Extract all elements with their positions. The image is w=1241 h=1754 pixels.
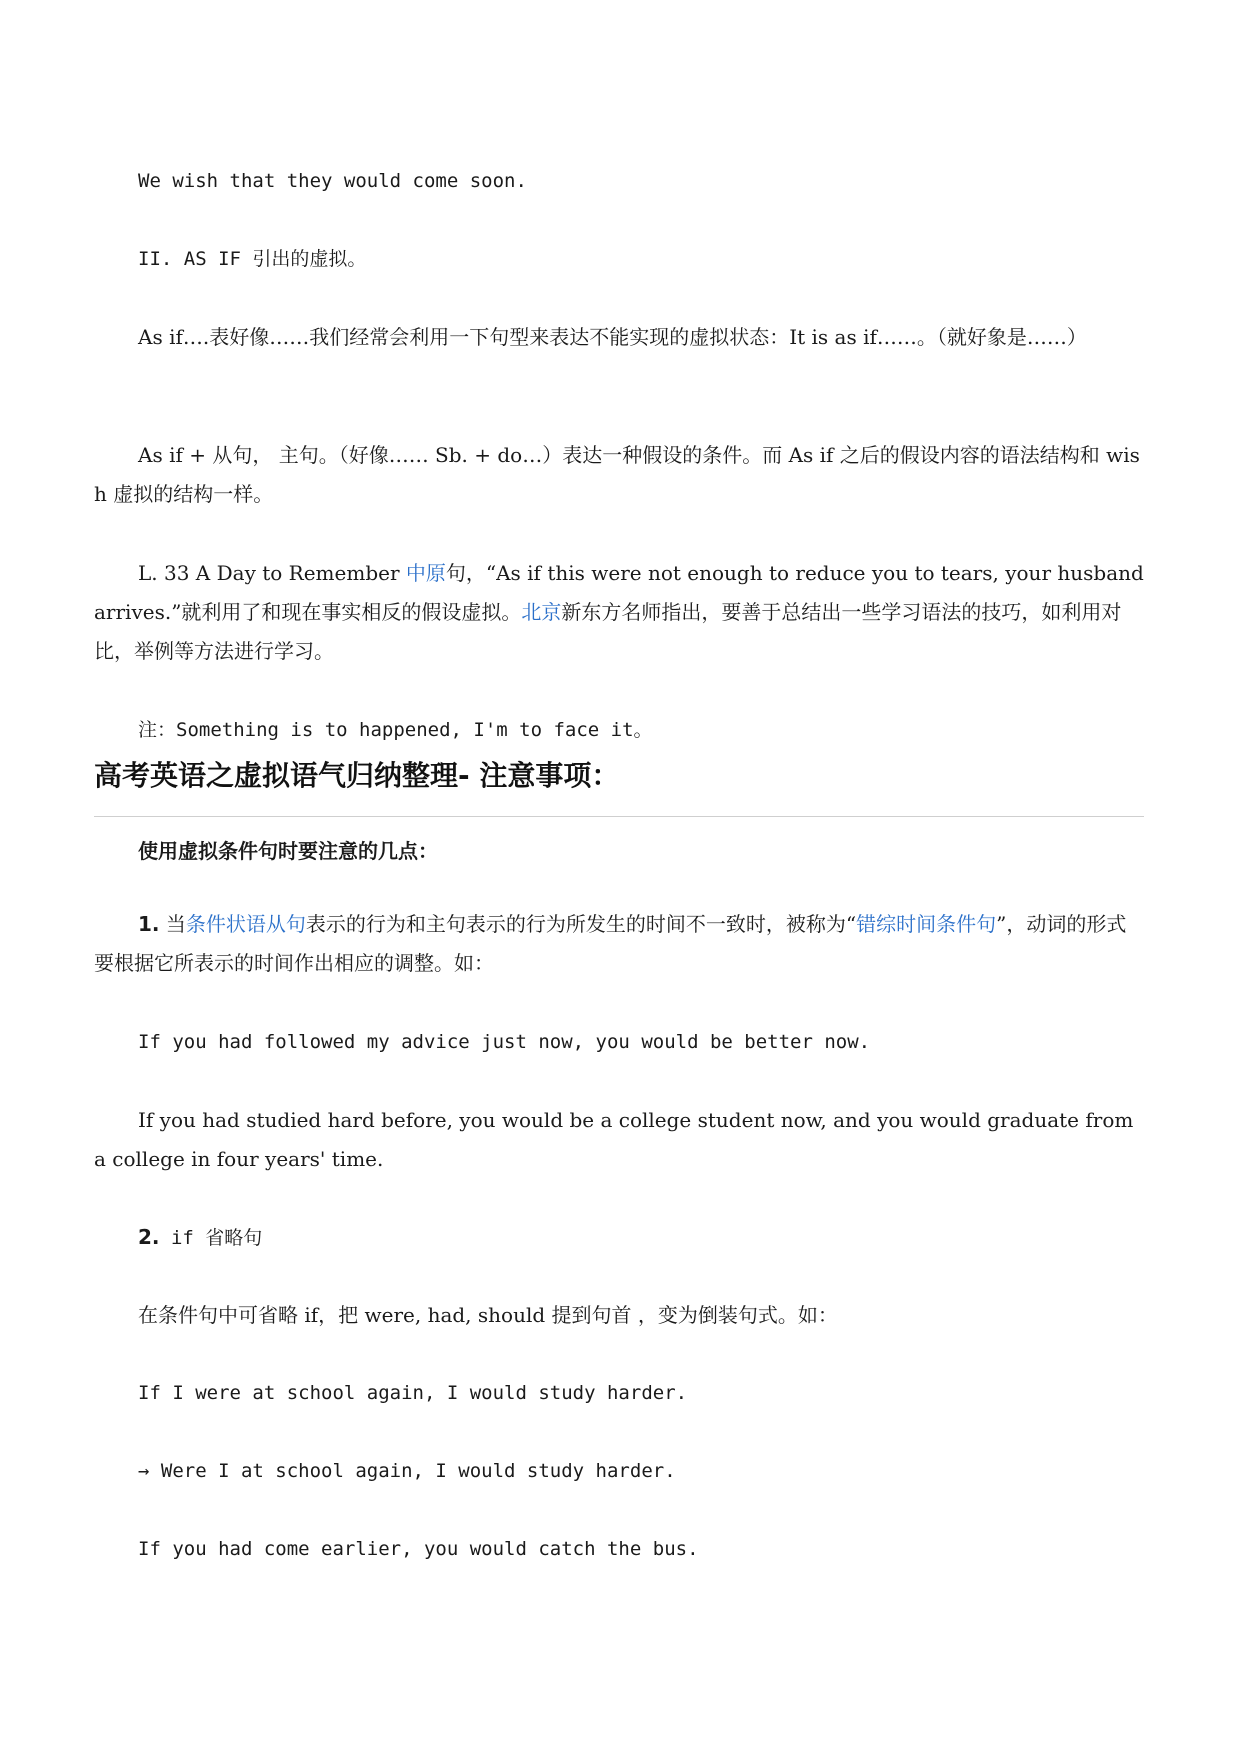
point-number-1: 1. <box>138 912 160 936</box>
link-zhongyuan[interactable]: 中原 <box>405 561 446 585</box>
paragraph-as-if-meaning: As if….表好像……我们经常会利用一下句型来表达不能实现的虚拟状态：It is as if……。（就好象是……） <box>138 325 1087 349</box>
point1-text-b: 表示的行为和主句表示的行为所发生的时间不一致时，被称为“ <box>305 912 857 936</box>
lesson-text-c: 新东方名师指出，要善于总结出一些学习语法的技巧，如利用对比，举例等方法进行学习。 <box>94 600 1122 663</box>
point2-text: if 省略句 <box>159 1227 263 1249</box>
paragraph-lesson-33 <box>94 554 1144 671</box>
subheading-notes: 使用虚拟条件句时要注意的几点： <box>138 839 438 863</box>
lesson-text-a: L. 33 A Day to Remember <box>138 561 406 585</box>
link-beijing[interactable]: 北京 <box>521 600 562 624</box>
example-were-at-school: If I were at school again, I would study harder. <box>138 1382 688 1404</box>
paragraph-omit-if: 在条件句中可省略 if，把 were, had, should 提到句首 ，变为倒装句式。如： <box>138 1303 838 1327</box>
section-heading-as-if: II. AS IF 引出的虚拟。 <box>138 248 367 270</box>
section-divider <box>94 816 1144 817</box>
point-number-2: 2. <box>138 1225 160 1249</box>
paragraph-wish-example: We wish that they would come soon. <box>138 170 527 192</box>
paragraph-point-2 <box>94 1218 1144 1258</box>
example-come-earlier: If you had come earlier, you would catch the bus. <box>138 1538 699 1560</box>
example-followed-advice: If you had followed my advice just now, you would be better now. <box>138 1031 871 1053</box>
example-inverted-were: → Were I at school again, I would study harder. <box>138 1460 676 1482</box>
point1-text-a: 当 <box>159 912 186 936</box>
link-adverbial-clause[interactable]: 条件状语从句 <box>185 912 306 936</box>
link-mixed-conditional[interactable]: 错综时间条件句 <box>856 912 997 936</box>
section-title: 高考英语之虚拟语气归纳整理- 注意事项： <box>94 759 620 792</box>
paragraph-as-if-structure: As if + 从句， 主句。（好像…… Sb. + do…）表达一种假设的条件。而 As if 之后的假设内容的语法结构和 wish 虚拟的结构一样。 <box>94 443 1140 506</box>
paragraph-note: 注：Something is to happened, I'm to face it。 <box>138 719 653 741</box>
point1-text-c: ”，动词的形式要根据它所表示的时间作出相应的调整。如： <box>94 912 1127 975</box>
lesson-text-b: 句，“As if this were not enough to reduce you to tears, your husbandarrives.”就利用了和现在事实相反的假设虚拟。 <box>94 561 1144 624</box>
example-studied-hard: If you had studied hard before, you would be a college student now, and you would graduate from a college in four years' time. <box>94 1108 1134 1171</box>
paragraph-point-1 <box>94 905 1144 983</box>
